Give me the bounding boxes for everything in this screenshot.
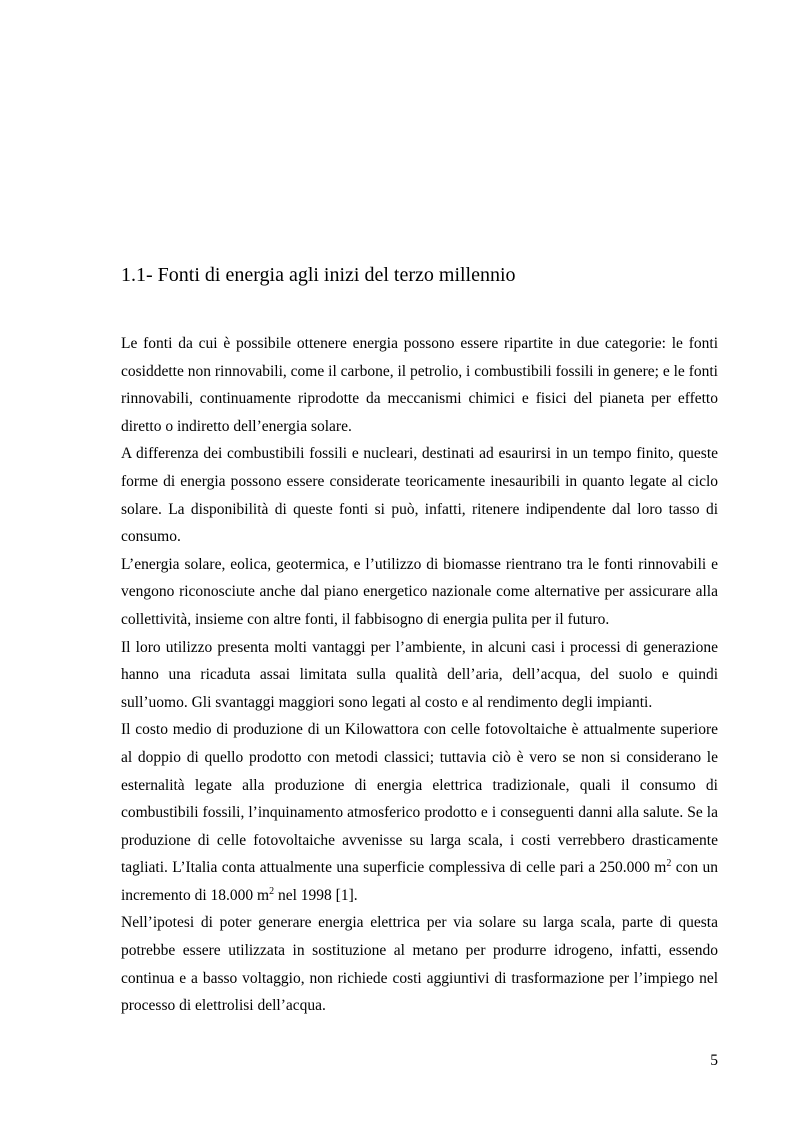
section-title: 1.1- Fonti di energia agli inizi del terzo millennio: [121, 264, 516, 286]
paragraph-5-text-middle: con un incremento di 18.000 m: [121, 859, 719, 904]
paragraph-2: A differenza dei combustibili fossili e nucleari, destinati ad esaurirsi in un tempo finito, queste forme di energia possono essere considerate teoricamente inesauribili in quanto legate al ciclo solare. La disponibilità di queste fonti si può, infatti, ritenere indipendente dal loro tasso di consumo.: [121, 445, 718, 546]
paragraph-5-text-before: Il costo medio di produzione di un Kilowattora con celle fotovoltaiche è attualmente superiore al doppio di quello prodotto con metodi classici; tuttavia ciò è vero se non si considerano le esternalità legate alla produzione di energia elettrica tradizionale, quali il consumo di combustibili fossili, l’inquinamento atmosferico prodotto e i conseguenti danni alla salute. Se la produzione di celle fotovoltaiche avvenisse su larga scala, i costi verrebbero drasticamente tagliati. L’Italia conta attualmente una superficie complessiva di celle pari a 250.000 m: [121, 721, 718, 877]
paragraph-5-text-after: nel 1998 [1].: [274, 886, 358, 904]
page-number: 5: [710, 1052, 718, 1069]
paragraph-1: Le fonti da cui è possibile ottenere energia possono essere ripartite in due categorie: le fonti cosiddette non rinnovabili, come il carbone, il petrolio, i combustibili fossili in genere; e le fonti rinnovabili, continuamente riprodotte da meccanismi chimici e fisici del pianeta per effetto diretto o indiretto dell’energia solare.: [121, 335, 718, 435]
paragraph-5: [121, 716, 718, 909]
paragraph-6: Nell’ipotesi di poter generare energia elettrica per via solare su larga scala, parte di questa potrebbe essere utilizzata in sostituzione al metano per produrre idrogeno, infatti, essendo continua e a basso voltaggio, non richiede costi aggiuntivi di trasformazione per l’impiego nel processo di elettrolisi dell’acqua.: [121, 914, 718, 1015]
body-text: [121, 330, 718, 1020]
paragraph-3: L’energia solare, eolica, geotermica, e l’utilizzo di biomasse rientrano tra le fonti rinnovabili e vengono riconosciute anche dal piano energetico nazionale come alternative per assicurare alla collettività, insieme con altre fonti, il fabbisogno di energia pulita per il futuro.: [121, 555, 718, 628]
superscript-squared: 2: [666, 858, 672, 870]
superscript-squared: 2: [269, 885, 275, 897]
paragraph-4: Il loro utilizzo presenta molti vantaggi per l’ambiente, in alcuni casi i processi di generazione hanno una ricaduta assai limitata sulla qualità dell’aria, dell’acqua, del suolo e quindi sull’uomo. Gli svantaggi maggiori sono legati al costo e al rendimento degli impianti.: [121, 638, 718, 711]
